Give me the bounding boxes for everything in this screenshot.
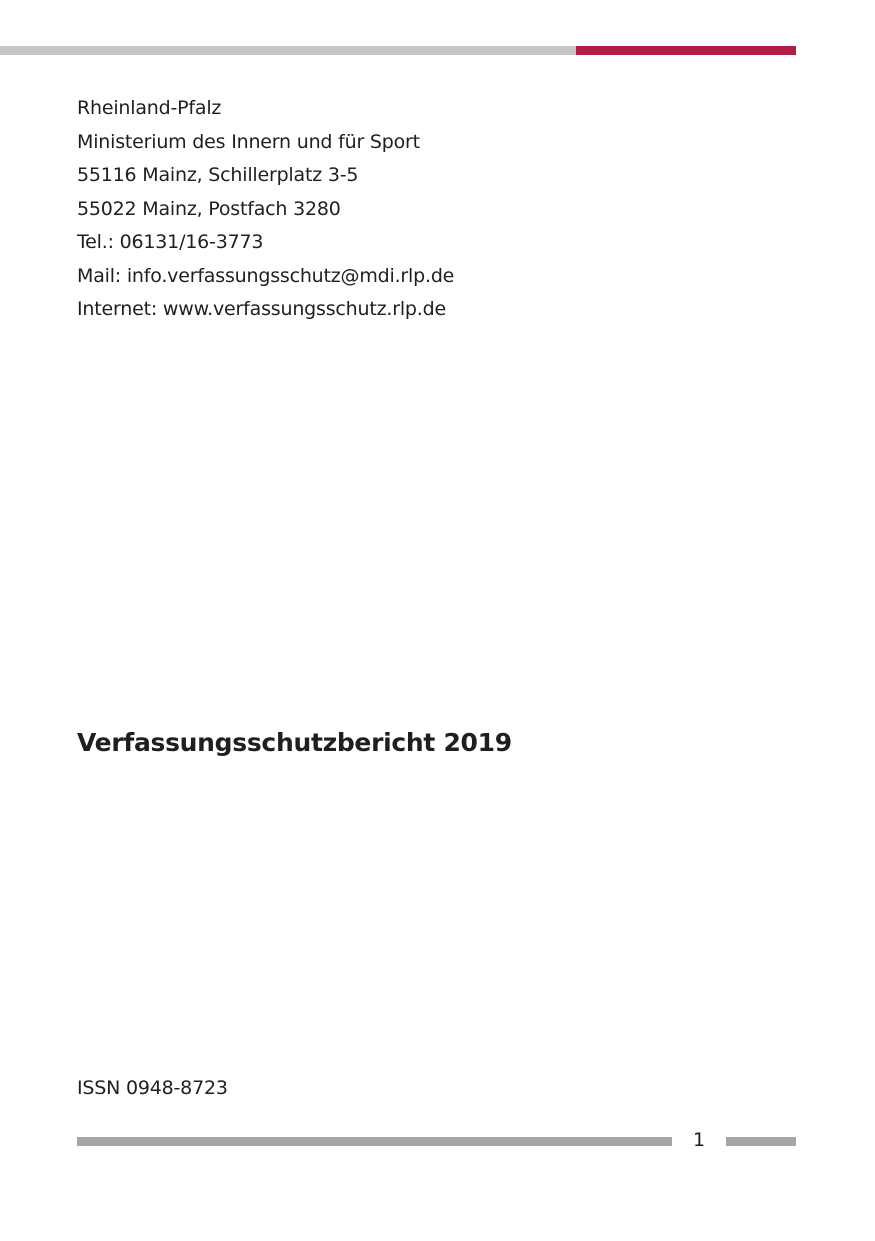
address-line-ministry: Ministerium des Innern und für Sport <box>77 130 420 153</box>
address-line-street: 55116 Mainz, Schillerplatz 3-5 <box>77 164 359 186</box>
footer-rule-right <box>726 1137 796 1146</box>
footer-rule-left <box>77 1137 672 1146</box>
address-line-internet: Internet: www.verfassungsschutz.rlp.de <box>77 298 446 320</box>
publisher-address-block <box>77 92 454 327</box>
issn-number: ISSN 0948-8723 <box>77 1077 228 1099</box>
page-number: 1 <box>692 1129 706 1151</box>
address-line-mail: Mail: info.verfassungsschutz@mdi.rlp.de <box>77 264 455 287</box>
address-line-phone: Tel.: 06131/16-3773 <box>77 231 264 253</box>
address-line-postbox: 55022 Mainz, Postfach 3280 <box>77 197 341 220</box>
top-rule-accent <box>576 46 796 55</box>
report-title: Verfassungsschutzbericht 2019 <box>77 728 512 757</box>
address-line-state: Rheinland-Pfalz <box>77 97 222 119</box>
top-rule-gray <box>0 46 576 55</box>
